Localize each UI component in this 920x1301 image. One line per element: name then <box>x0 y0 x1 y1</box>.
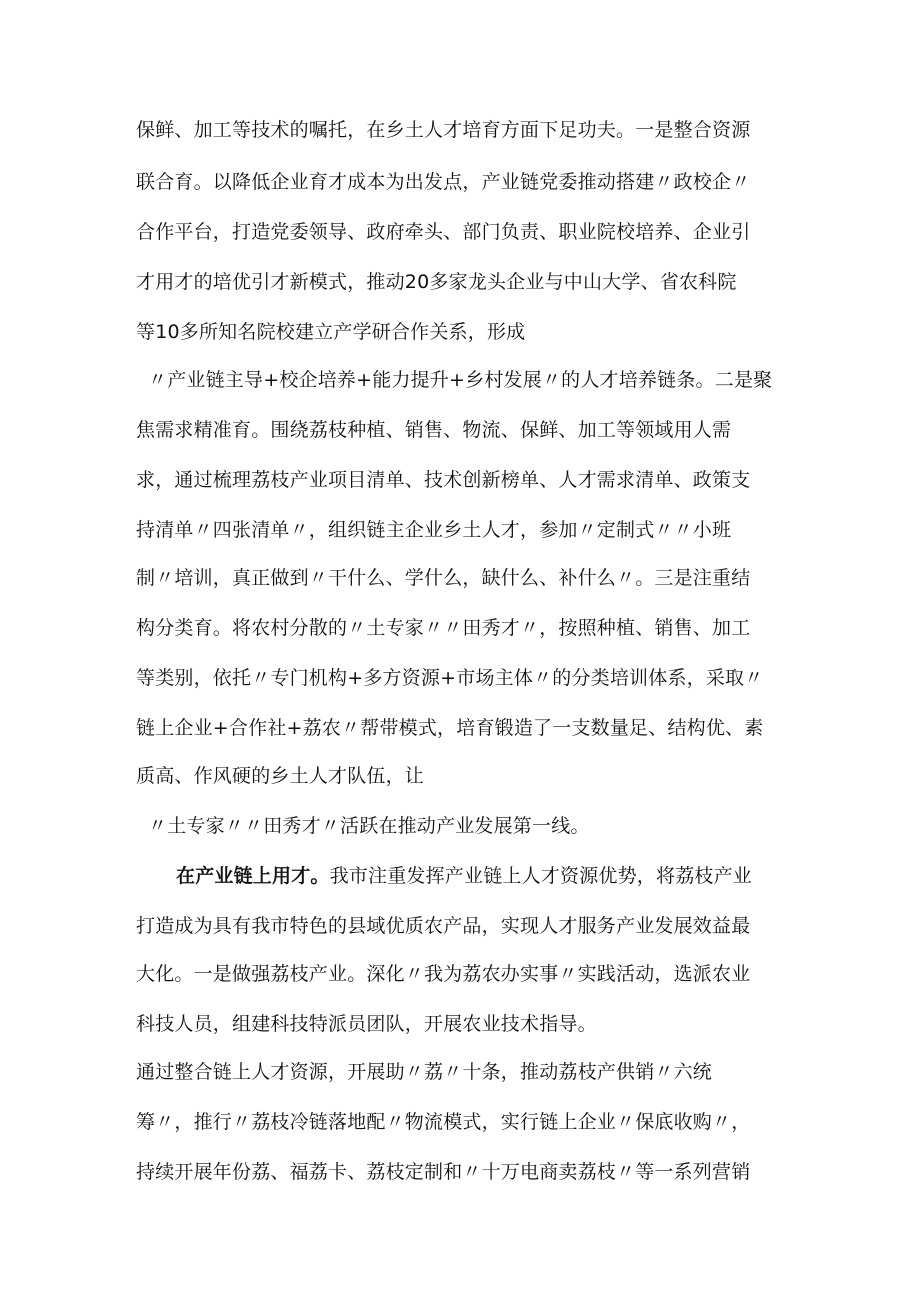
paragraph-line: 构分类育。将农村分散的〃土专家〃〃田秀才〃，按照种植、销售、加工 <box>136 617 751 639</box>
paragraph-first-line <box>176 864 752 888</box>
paragraph-line: 大化。一是做强荔枝产业。深化〃我为荔农办实事〃实践活动，选派农业 <box>136 963 751 985</box>
paragraph-line: 质高、作风硬的乡土人才队伍，让 <box>136 765 425 787</box>
paragraph-line: 焦需求精准育。围绕荔枝种植、销售、物流、保鲜、加工等领域用人需 <box>136 419 732 441</box>
paragraph-line: 筹〃，推行〃荔枝冷链落地配〃物流模式，实行链上企业〃保底收购〃， <box>136 1111 751 1133</box>
paragraph-line: 保鲜、加工等技术的嘱托，在乡土人才培育方面下足功夫。一是整合资源 <box>136 119 751 141</box>
paragraph-line: 链上企业+合作社+荔农〃帮带模式，培育锻造了一支数量足、结构优、素 <box>136 717 764 739</box>
paragraph-line: 打造成为具有我市特色的县域优质农产品，实现人才服务产业发展效益最 <box>136 915 751 937</box>
paragraph-line: 持清单〃四张清单〃，组织链主企业乡土人才，参加〃定制式〃〃小班 <box>136 519 732 541</box>
paragraph-line: 〃土专家〃〃田秀才〃活跃在推动产业发展第一线。 <box>148 815 590 837</box>
paragraph-line: 科技人员，组建科技特派员团队，开展农业技术指导。 <box>136 1013 597 1035</box>
paragraph-line: 〃产业链主导+校企培养+能力提升+乡村发展〃的人才培养链条。二是聚 <box>148 369 773 391</box>
paragraph-line: 联合育。以降低企业育才成本为出发点，产业链党委推动搭建〃政校企〃 <box>136 171 751 193</box>
paragraph-line: 持续开展年份荔、福荔卡、荔枝定制和〃十万电商卖荔枝〃等一系列营销 <box>136 1161 751 1183</box>
paragraph-line: 制〃培训，真正做到〃干什么、学什么，缺什么、补什么〃。三是注重结 <box>136 567 751 589</box>
paragraph-text: 我市注重发挥产业链上人才资源优势，将荔枝产业 <box>329 865 753 887</box>
paragraph-line: 求，通过梳理荔枝产业项目清单、技术创新榜单、人才需求清单、政策支 <box>136 469 751 491</box>
paragraph-line: 等10多所知名院校建立产学研合作关系，形成 <box>136 321 526 343</box>
paragraph-line: 合作平台，打造党委领导、政府牵头、部门负责、职业院校培养、企业引 <box>136 221 751 243</box>
paragraph-line: 才用才的培优引才新模式，推动20多家龙头企业与中山大学、省农科院 <box>136 271 737 293</box>
section-heading: 在产业链上用才。 <box>176 865 330 887</box>
paragraph-line: 等类别，依托〃专门机构+多方资源+市场主体〃的分类培训体系，采取〃 <box>136 667 764 689</box>
paragraph-line: 通过整合链上人才资源，开展助〃荔〃十条，推动荔枝产供销〃六统 <box>136 1061 713 1083</box>
